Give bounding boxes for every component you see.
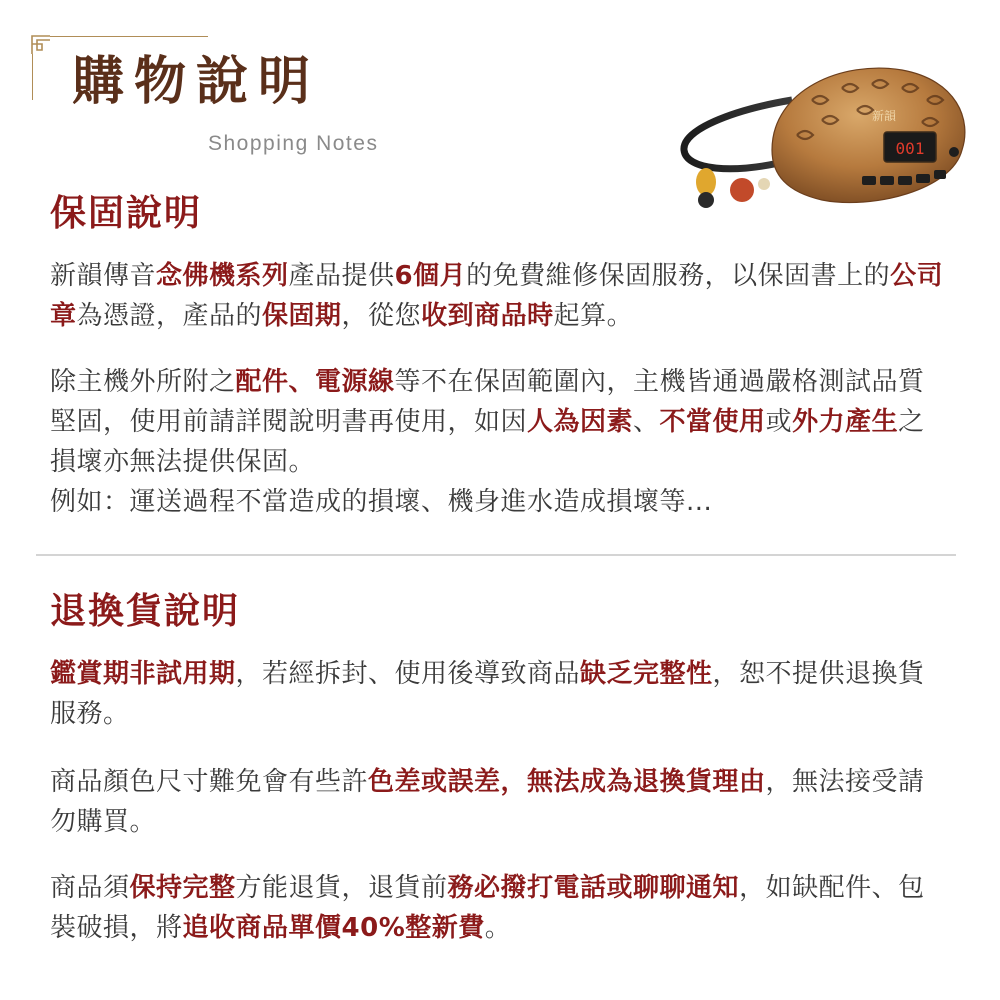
highlighted-text: 念佛機系列 [156,261,289,291]
body-text: 方能退貨，退貨前 [235,873,448,903]
body-text: 新韻傳音 [50,261,157,291]
highlighted-text: 保固期 [262,301,342,331]
body-text: ，恕不提供退換貨服務。 [50,659,925,729]
body-text: 起算。 [553,301,634,331]
ornament-top-line [50,36,208,37]
ornament-left-line [32,54,33,100]
warranty-paragraph-1 [50,256,950,336]
body-text: ，如缺配件、包裝破損，將 [50,873,925,943]
returns-paragraph-3 [50,868,950,948]
highlighted-text: 配件、電源線 [235,367,395,397]
returns-paragraph-1 [50,654,950,734]
highlighted-text: 保持完整 [129,873,236,903]
highlighted-text: 鑑賞期非試用期 [50,659,236,689]
body-text: 、 [633,407,660,437]
warranty-paragraph-2 [50,362,950,482]
highlighted-text: 外力產生 [792,407,899,437]
body-text: 之損壞亦無法提供保固。 [50,407,925,477]
body-text: 商品須 [50,873,130,903]
yellow-bead [696,168,716,196]
body-text: ，無法接受請勿購買。 [50,767,925,837]
body-text: 等不在保固範圍內，主機皆通過嚴格測試品質堅固，使用前請詳閱說明書再使用，如因 [50,367,925,437]
highlighted-text: 公司章 [50,261,944,331]
warranty-heading: 保固說明 [50,193,203,234]
brand-label: 新韻 [872,109,897,123]
device-port [949,147,959,157]
highlighted-text: 人為因素 [527,407,634,437]
highlighted-text: 缺乏完整性 [580,659,713,689]
section-divider [36,554,956,556]
product-image [672,40,982,220]
body-text: 。 [484,913,512,943]
body-text: 產品提供 [288,261,395,291]
body-text: 除主機外所附之 [50,367,236,397]
body-text: ，若經拆封、使用後導致商品 [235,659,581,689]
black-bead [698,192,714,208]
returns-paragraph-2 [50,762,950,842]
body-text: 為憑證，產品的 [76,301,263,331]
red-bead [730,178,754,202]
body-text: 的免費維修保固服務，以保固書上的 [466,261,891,291]
led-readout: 001 [895,139,925,158]
returns-heading: 退換貨說明 [50,591,241,632]
highlighted-text: 追收商品單價40%整新費 [182,913,485,943]
body-text: 商品顏色尺寸難免會有些許 [50,767,369,797]
highlighted-text: 不當使用 [659,407,766,437]
highlighted-text: 色差或誤差，無法成為退換貨理由 [368,767,766,797]
small-bead [758,178,770,190]
body-text: ，從您 [341,301,422,331]
highlighted-text: 收到商品時 [421,301,554,331]
warranty-example: 例如：運送過程不當造成的損壞、機身進水造成損壞等... [50,487,713,517]
fret-ornament-icon [28,32,52,56]
page-title: 購物說明 [72,51,321,112]
body-text: 或 [765,407,793,437]
highlighted-text: 6個月 [394,261,467,291]
highlighted-text: 務必撥打電話或聊聊通知 [447,873,740,903]
page-subtitle: Shopping Notes [208,132,379,155]
